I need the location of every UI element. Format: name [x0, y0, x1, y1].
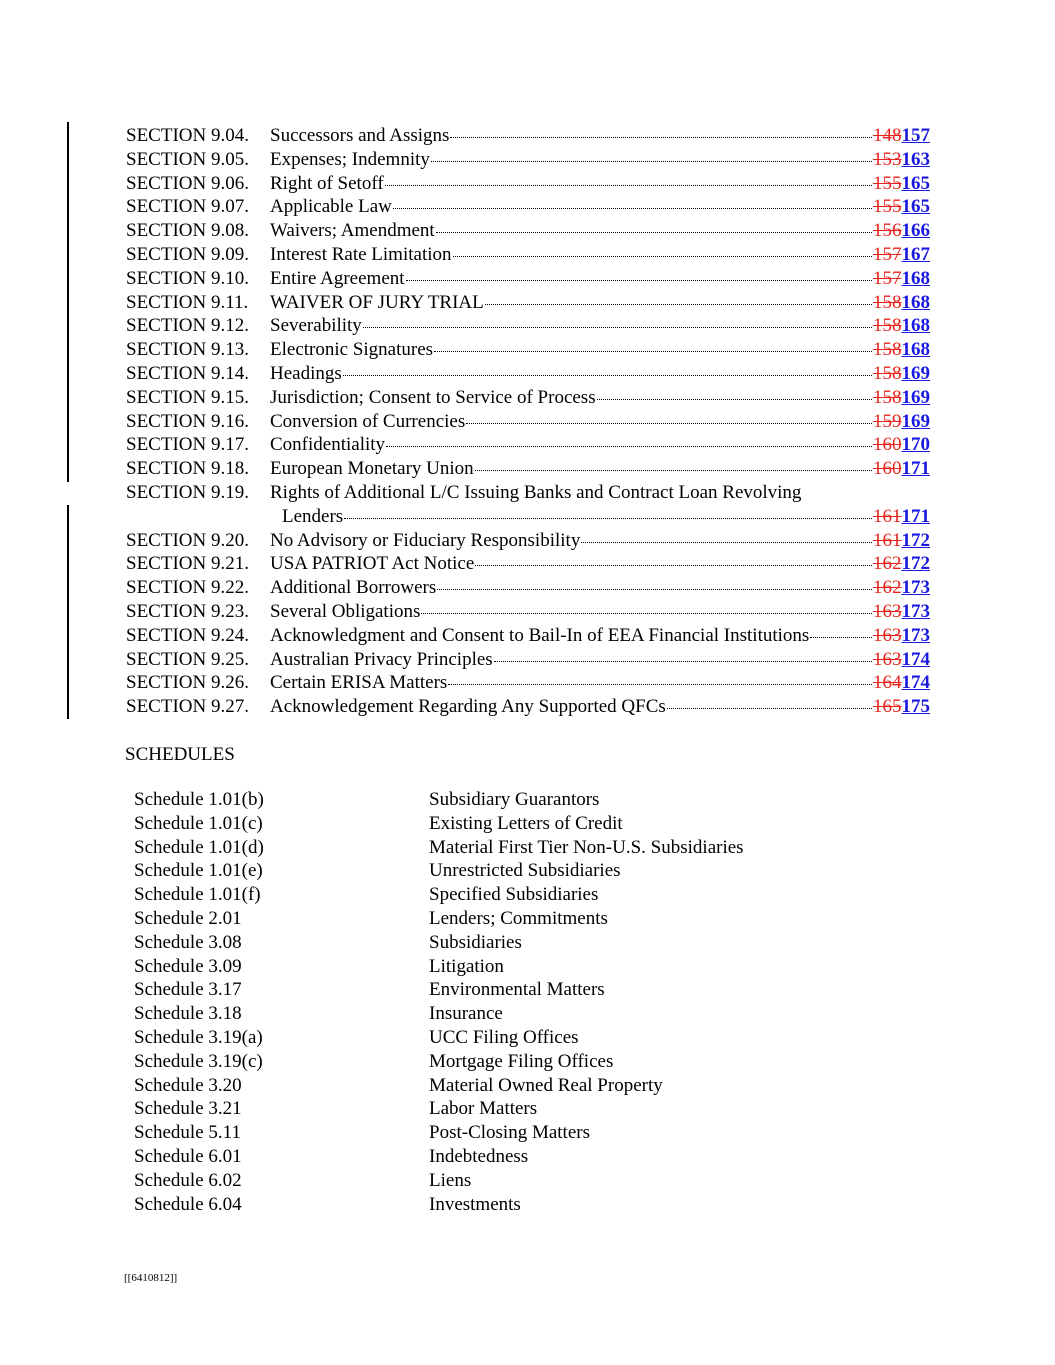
section-number: SECTION 9.25. [126, 648, 249, 670]
section-title: Headings [270, 362, 342, 384]
inserted-page-number[interactable]: 168 [901, 267, 930, 289]
toc-page-numbers [873, 433, 930, 457]
inserted-page-number[interactable]: 168 [901, 339, 930, 361]
section-title: Australian Privacy Principles [270, 648, 493, 670]
deleted-page-number: 163 [873, 624, 902, 646]
inserted-page-number[interactable]: 166 [901, 220, 930, 242]
dot-leader [475, 565, 872, 566]
section-number: SECTION 9.18. [126, 458, 249, 480]
schedule-entry [134, 1026, 834, 1050]
dot-leader [363, 327, 872, 328]
inserted-page-number[interactable]: 173 [901, 600, 930, 622]
deleted-page-number: 157 [873, 243, 902, 265]
dot-leader [393, 208, 872, 209]
dot-leader [453, 256, 872, 257]
schedule-entry [134, 1169, 834, 1193]
deleted-page-number: 164 [873, 672, 902, 694]
schedule-number: Schedule 1.01(b) [134, 789, 264, 810]
toc-entry[interactable] [126, 386, 930, 410]
schedule-number: Schedule 3.19(a) [134, 1026, 263, 1048]
deleted-page-number: 155 [873, 172, 902, 194]
section-title: Acknowledgment and Consent to Bail-In of EEA Financial Institutions [270, 624, 810, 646]
inserted-page-number[interactable]: 172 [901, 553, 930, 575]
deleted-page-number: 163 [873, 600, 902, 622]
inserted-page-number[interactable]: 175 [901, 696, 930, 718]
toc-entry[interactable] [126, 671, 930, 695]
toc-page-numbers [873, 410, 930, 434]
document-id-footer: [[6410812]] [124, 1272, 178, 1284]
schedule-entry [134, 812, 834, 836]
toc-entry[interactable] [126, 362, 930, 386]
inserted-page-number[interactable]: 168 [901, 291, 930, 313]
inserted-page-number[interactable]: 165 [901, 172, 930, 194]
toc-page-numbers [873, 695, 930, 719]
section-number: SECTION 9.23. [126, 600, 249, 622]
inserted-page-number[interactable]: 171 [901, 458, 930, 480]
deleted-page-number: 162 [873, 553, 902, 575]
inserted-page-number[interactable]: 170 [901, 434, 930, 456]
schedule-entry [134, 978, 834, 1002]
toc-entry[interactable] [126, 600, 930, 624]
section-title: Severability [270, 315, 362, 337]
deleted-page-number: 158 [873, 386, 902, 408]
section-number: SECTION 9.27. [126, 696, 249, 718]
deleted-page-number: 162 [873, 577, 902, 599]
toc-page-numbers [873, 362, 930, 386]
toc-page-numbers [873, 314, 930, 338]
toc-page-numbers [873, 671, 930, 695]
toc-entry[interactable] [126, 243, 930, 267]
section-number: SECTION 9.04. [126, 125, 249, 146]
toc-entry[interactable] [126, 124, 930, 148]
schedule-number: Schedule 3.09 [134, 955, 242, 977]
schedules-heading: SCHEDULES [125, 744, 235, 765]
section-title: WAIVER OF JURY TRIAL [270, 291, 484, 313]
schedule-title: Material Owned Real Property [429, 1074, 663, 1096]
inserted-page-number[interactable]: 171 [901, 505, 930, 527]
toc-page-numbers [873, 243, 930, 267]
dot-leader [431, 161, 872, 162]
schedule-entry [134, 1074, 834, 1098]
toc-page-numbers [873, 457, 930, 481]
schedule-title: Indebtedness [429, 1145, 529, 1167]
toc-page-numbers [873, 552, 930, 576]
schedule-number: Schedule 3.08 [134, 931, 242, 953]
toc-entry[interactable] [126, 695, 930, 719]
toc-page-numbers [873, 600, 930, 624]
toc-page-numbers [873, 219, 930, 243]
section-number: SECTION 9.05. [126, 148, 249, 170]
schedule-title: Lenders; Commitments [429, 907, 608, 929]
inserted-page-number[interactable]: 167 [901, 243, 930, 265]
toc-entry[interactable] [126, 576, 930, 600]
change-bar-bottom [67, 505, 69, 719]
section-number: SECTION 9.19. [126, 481, 249, 503]
section-title: Expenses; Indemnity [270, 148, 430, 170]
section-title: Several Obligations [270, 600, 421, 622]
section-number: SECTION 9.13. [126, 339, 249, 361]
toc-entry[interactable] [126, 291, 930, 315]
schedule-title: Litigation [429, 955, 504, 977]
deleted-page-number: 158 [873, 315, 902, 337]
inserted-page-number[interactable]: 168 [901, 315, 930, 337]
deleted-page-number: 158 [873, 339, 902, 361]
section-title: Certain ERISA Matters [270, 672, 448, 694]
dot-leader [597, 399, 872, 400]
section-title: European Monetary Union [270, 458, 474, 480]
schedule-number: Schedule 1.01(f) [134, 884, 261, 906]
dot-leader [344, 518, 872, 519]
toc-entry[interactable] [126, 410, 930, 434]
toc-entry[interactable] [126, 648, 930, 672]
schedule-entry [134, 788, 834, 812]
section-number: SECTION 9.17. [126, 434, 249, 456]
schedule-number: Schedule 6.04 [134, 1193, 242, 1215]
toc-page-numbers [873, 124, 930, 148]
deleted-page-number: 153 [873, 148, 902, 170]
deleted-page-number: 155 [873, 196, 902, 218]
schedule-number: Schedule 2.01 [134, 907, 242, 929]
schedule-entry [134, 1145, 834, 1169]
section-title: Jurisdiction; Consent to Service of Process [270, 386, 596, 408]
inserted-page-number[interactable]: 173 [901, 624, 930, 646]
table-of-contents [126, 124, 930, 719]
schedules-list [134, 788, 834, 1216]
schedule-title: Labor Matters [429, 1098, 538, 1120]
schedule-entry [134, 1050, 834, 1074]
toc-entry[interactable] [126, 314, 930, 338]
schedule-entry [134, 1121, 834, 1145]
schedule-number: Schedule 6.02 [134, 1169, 242, 1191]
schedule-title: UCC Filing Offices [429, 1026, 579, 1048]
deleted-page-number: 158 [873, 291, 902, 313]
schedule-entry [134, 1193, 834, 1217]
toc-entry[interactable] [126, 195, 930, 219]
toc-page-numbers [873, 386, 930, 410]
section-number: SECTION 9.12. [126, 315, 249, 337]
section-number: SECTION 9.22. [126, 577, 249, 599]
schedule-number: Schedule 1.01(c) [134, 812, 263, 834]
schedule-number: Schedule 3.21 [134, 1098, 242, 1120]
schedule-entry [134, 883, 834, 907]
schedule-number: Schedule 6.01 [134, 1145, 242, 1167]
schedule-title: Environmental Matters [429, 979, 605, 1001]
dot-leader [494, 661, 872, 662]
section-number: SECTION 9.09. [126, 243, 249, 265]
section-title: Additional Borrowers [270, 577, 437, 599]
schedule-title: Material First Tier Non-U.S. Subsidiaries [429, 836, 744, 858]
schedule-title: Post-Closing Matters [429, 1122, 590, 1144]
section-number: SECTION 9.24. [126, 624, 249, 646]
toc-entry[interactable] [126, 148, 930, 172]
dot-leader [475, 470, 872, 471]
deleted-page-number: 157 [873, 267, 902, 289]
inserted-page-number[interactable]: 174 [901, 648, 930, 670]
deleted-page-number: 161 [873, 505, 902, 527]
schedule-title: Investments [429, 1193, 521, 1215]
section-title: No Advisory or Fiduciary Responsibility [270, 529, 581, 551]
schedule-title: Mortgage Filing Offices [429, 1050, 614, 1072]
toc-page-numbers [873, 172, 930, 196]
dot-leader [810, 637, 872, 638]
section-title: USA PATRIOT Act Notice [270, 553, 475, 575]
schedule-title: Existing Letters of Credit [429, 812, 623, 834]
toc-entry[interactable] [126, 457, 930, 481]
toc-page-numbers [873, 505, 930, 529]
dot-leader [485, 304, 872, 305]
toc-page-numbers [873, 576, 930, 600]
schedule-entry [134, 859, 834, 883]
schedule-number: Schedule 1.01(e) [134, 860, 263, 882]
schedule-number: Schedule 3.17 [134, 979, 242, 1001]
schedule-title: Insurance [429, 1003, 503, 1025]
dot-leader [421, 613, 872, 614]
section-number: SECTION 9.16. [126, 410, 249, 432]
deleted-page-number: 148 [873, 125, 902, 146]
section-title: Interest Rate Limitation [270, 243, 452, 265]
toc-entry[interactable] [126, 529, 930, 553]
schedule-number: Schedule 3.19(c) [134, 1050, 263, 1072]
toc-entry[interactable] [126, 338, 930, 362]
deleted-page-number: 159 [873, 410, 902, 432]
schedule-title: Liens [429, 1169, 472, 1191]
schedule-title: Subsidiaries [429, 931, 522, 953]
inserted-page-number[interactable]: 169 [901, 362, 930, 384]
section-title: Electronic Signatures [270, 339, 434, 361]
deleted-page-number: 163 [873, 648, 902, 670]
dot-leader [581, 542, 872, 543]
dot-leader [386, 446, 872, 447]
dot-leader [437, 589, 872, 590]
section-title: Entire Agreement [270, 267, 405, 289]
toc-entry[interactable] [126, 481, 930, 505]
deleted-page-number: 160 [873, 434, 902, 456]
section-title-continuation: Lenders [282, 505, 344, 527]
section-number: SECTION 9.26. [126, 672, 249, 694]
deleted-page-number: 165 [873, 696, 902, 718]
section-title: Right of Setoff [270, 172, 384, 194]
inserted-page-number[interactable]: 172 [901, 529, 930, 551]
section-number: SECTION 9.10. [126, 267, 249, 289]
schedule-number: Schedule 5.11 [134, 1122, 241, 1144]
inserted-page-number[interactable]: 173 [901, 577, 930, 599]
section-number: SECTION 9.14. [126, 362, 249, 384]
section-number: SECTION 9.08. [126, 220, 249, 242]
deleted-page-number: 160 [873, 458, 902, 480]
inserted-page-number[interactable]: 157 [901, 125, 930, 146]
toc-page-numbers [873, 148, 930, 172]
toc-entry[interactable] [126, 552, 930, 576]
schedule-title: Unrestricted Subsidiaries [429, 860, 621, 882]
section-title: Conversion of Currencies [270, 410, 466, 432]
section-title: Confidentiality [270, 434, 386, 456]
schedule-entry [134, 955, 834, 979]
section-number: SECTION 9.15. [126, 386, 249, 408]
toc-entry[interactable] [126, 219, 930, 243]
deleted-page-number: 158 [873, 362, 902, 384]
section-number: SECTION 9.07. [126, 196, 249, 218]
toc-page-numbers [873, 195, 930, 219]
schedule-number: Schedule 1.01(d) [134, 836, 264, 858]
toc-page-numbers [873, 648, 930, 672]
toc-entry[interactable] [126, 433, 930, 457]
change-bar-top [67, 122, 69, 482]
schedule-entry [134, 907, 834, 931]
dot-leader [466, 423, 872, 424]
dot-leader [434, 351, 872, 352]
deleted-page-number: 161 [873, 529, 902, 551]
section-title: Successors and Assigns [270, 125, 450, 146]
section-number: SECTION 9.20. [126, 529, 249, 551]
schedule-entry [134, 836, 834, 860]
toc-page-numbers [873, 267, 930, 291]
toc-entry[interactable] [126, 267, 930, 291]
section-title: Acknowledgement Regarding Any Supported QFCs [270, 696, 666, 718]
schedule-number: Schedule 3.18 [134, 1003, 242, 1025]
toc-entry-continuation[interactable] [126, 505, 930, 529]
toc-entry[interactable] [126, 624, 930, 648]
toc-page-numbers [873, 529, 930, 553]
inserted-page-number[interactable]: 169 [901, 386, 930, 408]
inserted-page-number[interactable]: 174 [901, 672, 930, 694]
schedule-entry [134, 1002, 834, 1026]
inserted-page-number[interactable]: 169 [901, 410, 930, 432]
dot-leader [385, 185, 872, 186]
section-number: SECTION 9.21. [126, 553, 249, 575]
section-number: SECTION 9.06. [126, 172, 249, 194]
section-number: SECTION 9.11. [126, 291, 249, 313]
dot-leader [436, 232, 872, 233]
schedule-number: Schedule 3.20 [134, 1074, 242, 1096]
inserted-page-number[interactable]: 163 [901, 148, 930, 170]
section-title: Rights of Additional L/C Issuing Banks and Contract Loan Revolving [270, 481, 802, 503]
toc-page-numbers [873, 624, 930, 648]
dot-leader [450, 137, 872, 138]
dot-leader [406, 280, 872, 281]
schedule-entry [134, 931, 834, 955]
dot-leader [343, 375, 872, 376]
toc-page-numbers [873, 291, 930, 315]
inserted-page-number[interactable]: 165 [901, 196, 930, 218]
dot-leader [667, 708, 872, 709]
deleted-page-number: 156 [873, 220, 902, 242]
dot-leader [448, 684, 872, 685]
section-title: Waivers; Amendment [270, 220, 435, 242]
schedule-title: Subsidiary Guarantors [429, 789, 600, 810]
toc-page-numbers [873, 338, 930, 362]
schedule-entry [134, 1097, 834, 1121]
section-title: Applicable Law [270, 196, 392, 218]
schedule-title: Specified Subsidiaries [429, 884, 599, 906]
toc-entry[interactable] [126, 172, 930, 196]
